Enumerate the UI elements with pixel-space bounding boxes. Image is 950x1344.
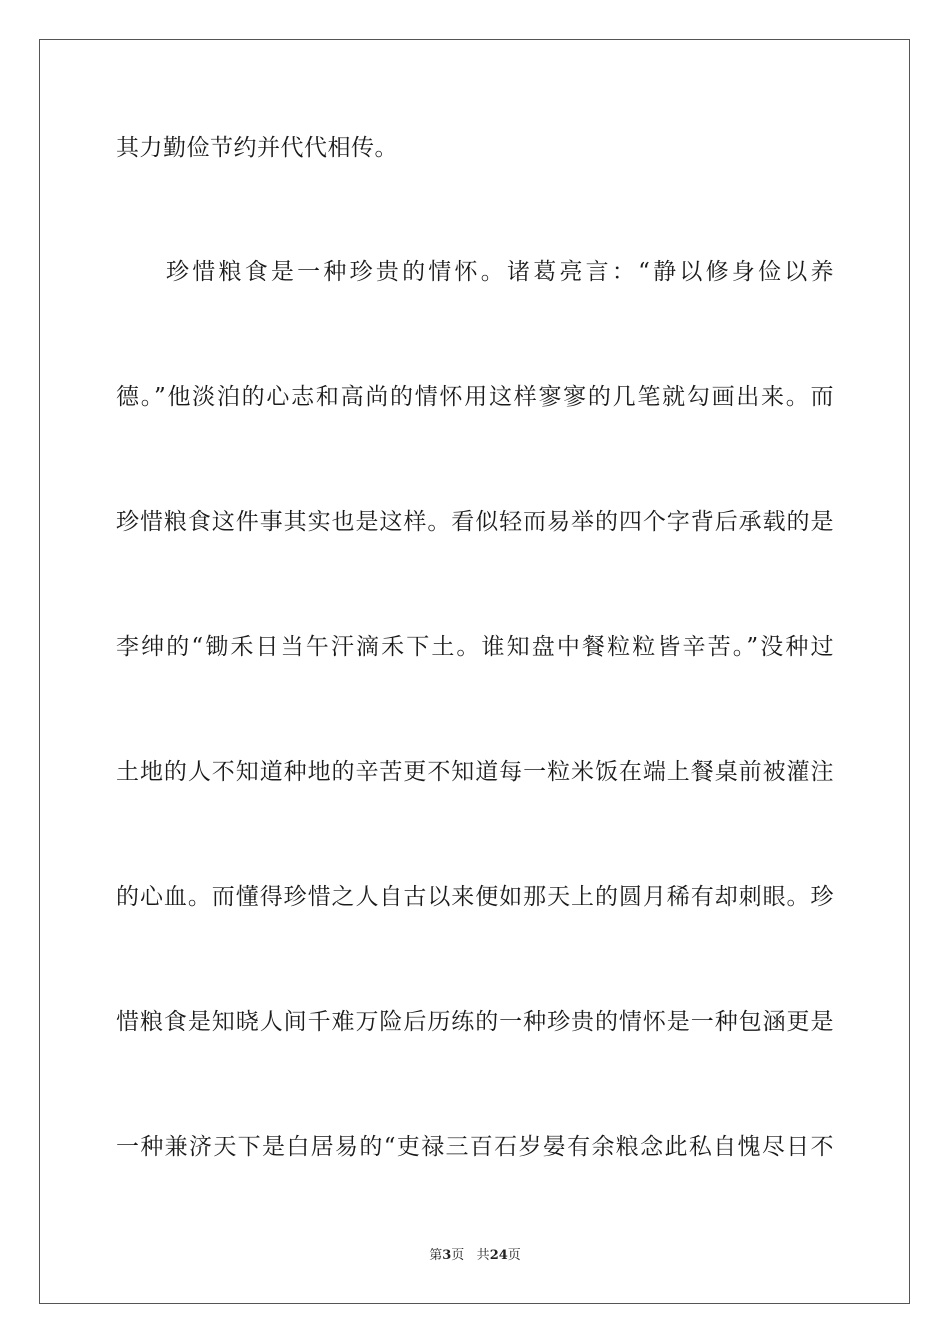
paragraph-line: 一种兼济天下是白居易的“吏禄三百石岁晏有余粮念此私自愧尽日不	[116, 1134, 834, 1160]
paragraph-line: 的心血。而懂得珍惜之人自古以来便如那天上的圆月稀有却刺眼。珍	[116, 884, 834, 910]
page-number-prefix: 第	[429, 1248, 443, 1263]
total-pages-number: 24	[489, 1248, 508, 1263]
paragraph-line: 李绅的“锄禾日当午汗滴禾下土。谁知盘中餐粒粒皆辛苦。”没种过	[116, 634, 834, 660]
paragraph-line: 珍惜粮食这件事其实也是这样。看似轻而易举的四个字背后承载的是	[116, 509, 834, 535]
paragraph-line: 其力勤俭节约并代代相传。	[116, 135, 398, 161]
paragraph-line: 土地的人不知道种地的辛苦更不知道每一粒米饭在端上餐桌前被灌注	[116, 759, 834, 785]
total-pages-suffix: 页	[507, 1248, 521, 1263]
total-pages-prefix: 共	[476, 1248, 490, 1263]
page-border	[39, 39, 910, 1304]
current-page-number: 3	[442, 1248, 452, 1263]
paragraph-line: 惜粮食是知晓人间千难万险后历练的一种珍贵的情怀是一种包涵更是	[116, 1009, 834, 1035]
page-number-suffix: 页	[451, 1248, 465, 1263]
paragraph-line: 珍惜粮食是一种珍贵的情怀。诸葛亮言：“静以修身俭以养	[166, 259, 834, 285]
paragraph-line: 德。”他淡泊的心志和高尚的情怀用这样寥寥的几笔就勾画出来。而	[116, 384, 834, 410]
page-footer	[0, 1247, 950, 1265]
